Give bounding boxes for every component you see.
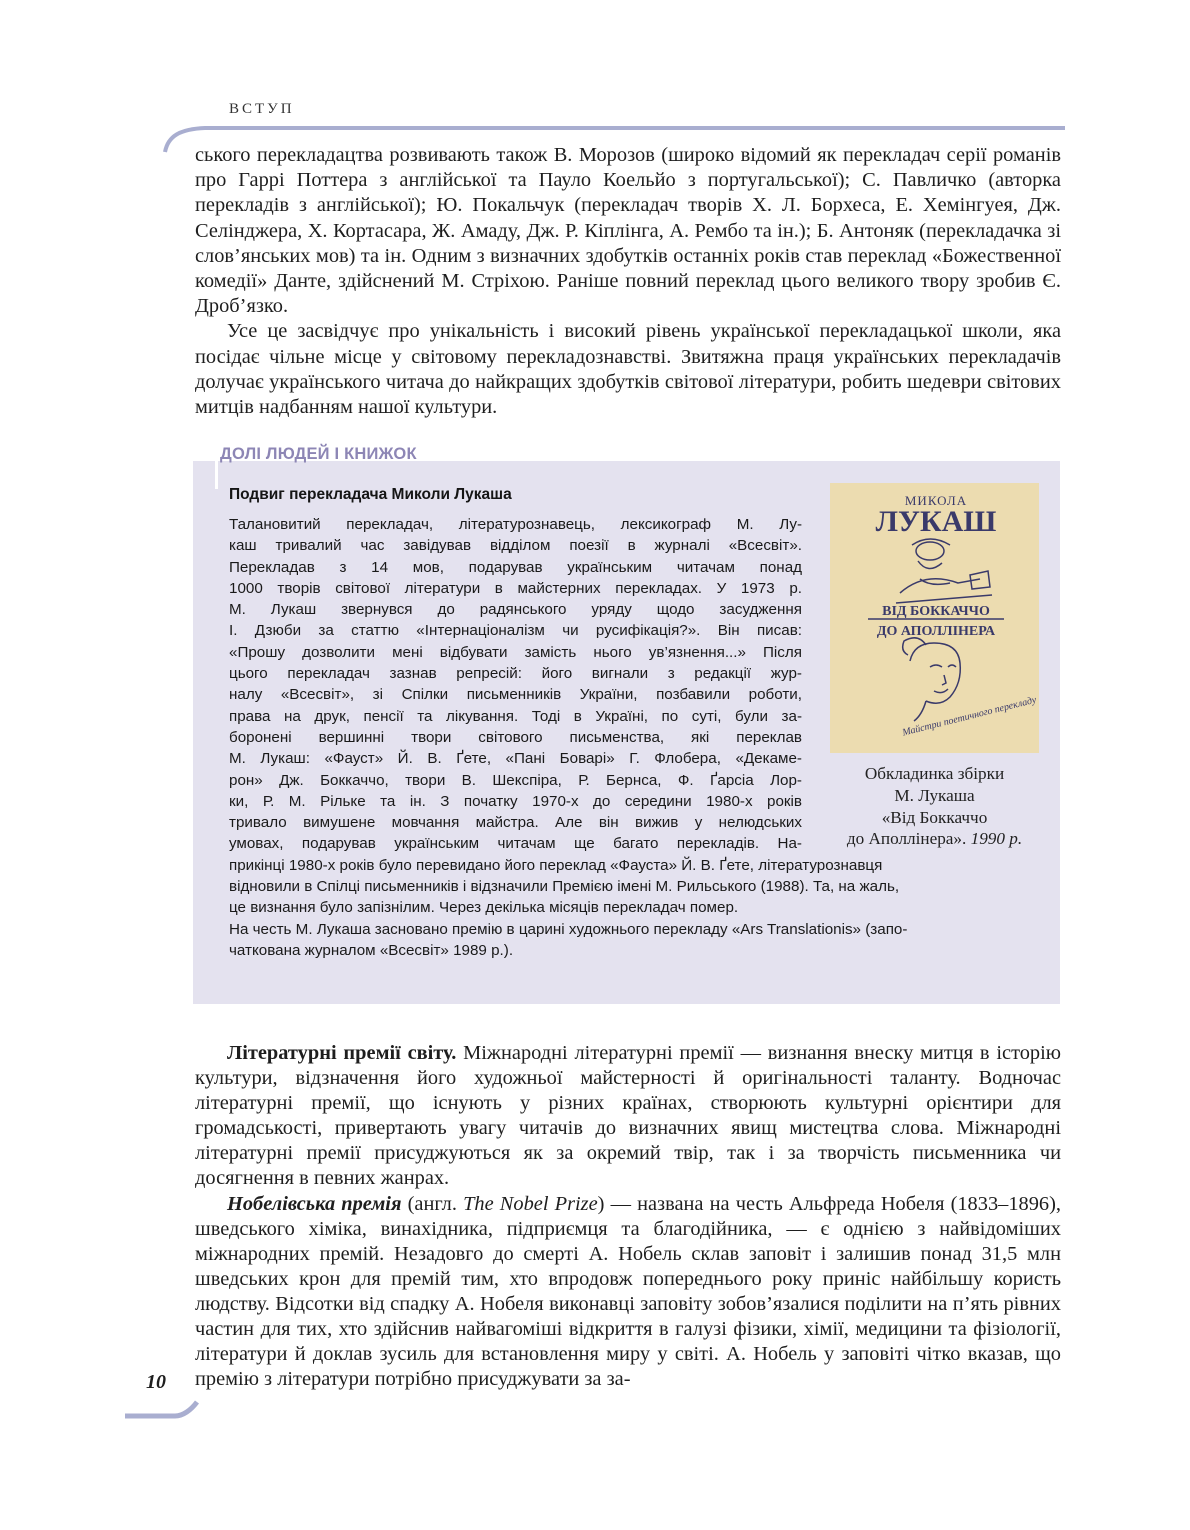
sidebar-text-line: М. Лукаш: «Фауст» Й. В. Ґете, «Пані Боварі» Г. Флобера, «Декаме-: [229, 750, 802, 768]
sidebar-text-line: ки, Р. М. Рільке та ін. З початку 1970-х до середини 1980-х років: [229, 792, 802, 810]
sidebar-text-line: боронені вершинні твори світового письменства, які переклав: [229, 728, 802, 746]
paragraph-nobel-pre: (англ.: [401, 1192, 464, 1215]
main-text: [195, 1041, 1061, 1392]
sidebar-text-line: 1000 творів світової літератури в майстерних перекладах. У 1973 р.: [229, 579, 802, 597]
sidebar-text-line: налу «Всесвіт», зі Спілки письменників України, позбавили роботи,: [229, 686, 802, 704]
sidebar-text-line: рон» Дж. Боккаччо, твори В. Шекспіра, Р. Бернса, Ф. Ґарсіа Лор-: [229, 771, 802, 789]
sidebar-text-line: це визнання було запізнілим. Через декілька місяців перекладач помер.: [229, 899, 739, 917]
paragraph-nobel-english: The Nobel Prize: [463, 1192, 598, 1215]
intro-paragraph-1: ського перекладацтва розвивають також В. Морозов (широко відомий як перекладач серії романів про Гаррі Поттера з англійської та Пауло Коельйо з португальської); С. Павличко (авторка перекладів з англійської); Ю. Покальчук (перекладач творів Х. Л. Борхеса, Е. Хемінгуея, Дж. Селінджера, Х. Кортасара, Ж. Амаду, Дж. Р. Кіплінга, А. Рембо та ін.); Б. Антоняк (перекладачка зі слов’янських мов) та ін. Одним з визначних здобутків останніх років став переклад «Божественної комедії» Данте, здійснений М. Стріхою. Раніше повний переклад цього великого твору зробив Є. Дроб’язко.: [195, 144, 1061, 318]
sidebar-tab-marker: [215, 461, 218, 489]
cover-caption: [822, 763, 1047, 850]
sidebar-text-line: На честь М. Лукаша засновано премію в царині художнього перекладу «Ars Translationis» (запо-: [229, 920, 908, 938]
paragraph-literary-prizes-lead: Літературні премії світу.: [227, 1042, 457, 1064]
caption-line-4: до Аполлінера».: [846, 829, 967, 849]
page-number: 10: [146, 1371, 166, 1393]
section-header-label: ВСТУП: [229, 101, 295, 117]
sidebar-text-line: І. Дзюби за статтю «Інтернаціоналізм чи русифікація?». Він писав:: [229, 622, 802, 640]
sidebar-title: Подвиг перекладача Миколи Лукаша: [229, 486, 512, 503]
caption-line-1: Обкладинка збірки: [864, 764, 1005, 783]
cover-title-line-2: ДО АПОЛЛІНЕРА: [876, 624, 996, 639]
footer-rule: [125, 1394, 200, 1424]
caption-line-3: «Від Боккаччо: [881, 807, 988, 827]
paragraph-nobel-lead: Нобелівська премія: [227, 1192, 402, 1215]
book-cover-image: [830, 483, 1039, 753]
sidebar-text-line: тривало вимушене мовчання майстра. Але він вижив у нелюдських: [229, 814, 802, 832]
paragraph-literary-prizes-body: Міжнародні літературні премії — визнання внеску митця в історію культури, відзначення його художньої майстерності й оригінальності таланту. Водночас літературні премії, що існують у різних країнах, створюють культурні орієнтири для громадськості, привертають увагу читачів до визначних явищ мистецтва слова. Міжнародні літературні премії присуджуються як за окремий твір, так і за творчість письменника чи досягнення в певних жанрах.: [195, 1042, 1061, 1190]
cover-author-last: ЛУКАШ: [875, 505, 997, 538]
sidebar-tab-label: ДОЛІ ЛЮДЕЙ І КНИЖОК: [220, 445, 417, 463]
caption-year: 1990 р.: [970, 829, 1023, 849]
paragraph-literary-prizes: [195, 1041, 1061, 1192]
paragraph-nobel-body: ) — названа на честь Альфреда Нобеля (1833–1896), шведського хіміка, винахідника, підприємця та благодійника, — є однією з найвідоміших міжнародних премій. Незадовго до смерті А. Нобель склав заповіт і залишив понад 31,5 млн шведських крон для премій тим, хто впродовж попереднього року приніс найбільшу користь людству. Відсотки від спадку А. Нобеля виконавці заповіту зобов’язалися поділити на п’ять рівних частин для тих, хто здійснив найвагоміші відкриття в галузі фізики, хімії, медицини та фізіології, літератури й доклав зусиль для встановлення миру у світі. А. Нобель у заповіті чітко вказав, що премію з літератури потрібно присуджувати за за-: [195, 1192, 1062, 1391]
caption-line-2: М. Лукаша: [894, 785, 975, 805]
paragraph-nobel-prize: [195, 1192, 1061, 1393]
sidebar-text-line: умовах, подарував українським читачам ще багато перекладів. На-: [229, 835, 802, 853]
cover-author-first: МИКОЛА: [904, 493, 968, 508]
sidebar-text-line: права на друк, пенсії та лікування. Тоді в Україні, по суті, були за-: [229, 707, 802, 725]
book-cover-illustration: [830, 483, 1039, 753]
sidebar-text-line: М. Лукаш звернувся до радянського уряду щодо засудження: [229, 601, 802, 619]
intro-paragraph-2: Усе це засвідчує про унікальність і високий рівень української перекладацької школи, яка посідає чільне місце у світовому перекладознавстві. Звитяжна праця українських перекладачів долучає українського читача до найкращих здобутків світової літератури, робить шедеври світових митців надбанням нашої культури.: [195, 320, 1061, 419]
cover-title-line-1: ВІД БОККАЧЧО: [882, 604, 990, 619]
sidebar-text-line: «Прошу дозволити мені відбувати замість нього ув’язнення...» Після: [229, 643, 802, 661]
sidebar-text-line: цього перекладач зазнав репресій: його вигнали з редакції жур-: [229, 665, 802, 683]
sidebar-text-line: Перекладав з 14 мов, подарував українським читачам понад: [229, 558, 802, 576]
sidebar-text-line: каш тривалий час завідував відділом поезії в журналі «Всесвіт».: [229, 537, 802, 555]
sidebar-text-line: чаткована журналом «Всесвіт» 1989 р.).: [229, 941, 514, 959]
sidebar-text-line: прикінці 1980-х років було перевидано його переклад «Фауста» Й. В. Ґете, літературознавця: [229, 856, 883, 874]
sidebar-text-line: Талановитий перекладач, літературознавець, лексикограф М. Лу-: [229, 516, 802, 533]
intro-text: [195, 143, 1061, 420]
sidebar-text-line: відновили в Спілці письменників і відзначили Премією імені М. Рильського (1988). Та, на жаль,: [229, 878, 900, 896]
cover-subtitle: Майстри поетичного перекладу: [901, 694, 1038, 739]
